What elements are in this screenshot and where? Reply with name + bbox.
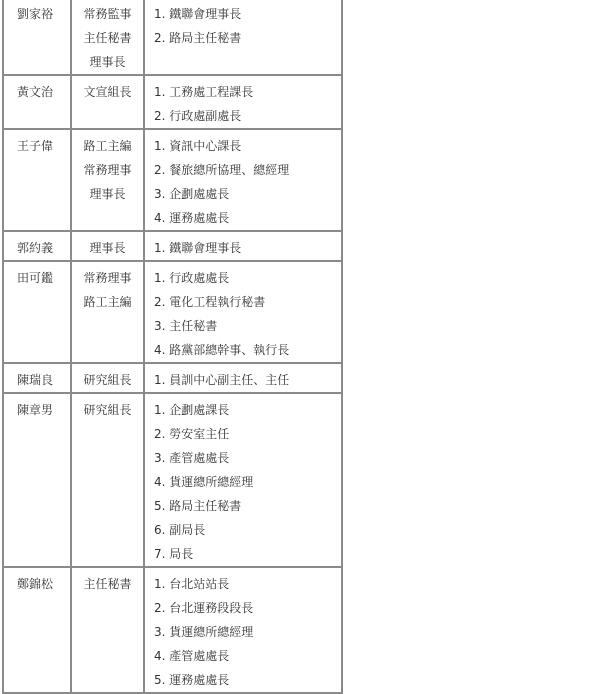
table-row <box>3 567 342 693</box>
person-name: 黃文治 <box>17 85 54 99</box>
post-entry: 1. 資訊中心課長 <box>154 139 242 153</box>
role-cell <box>71 393 144 567</box>
post-entry: 6. 副局長 <box>154 523 206 537</box>
post-entry: 2. 台北運務段段長 <box>154 601 254 615</box>
table-row <box>3 75 342 129</box>
person-name: 王子偉 <box>17 139 54 153</box>
posts-cell <box>144 75 342 129</box>
table-row <box>3 231 342 261</box>
post-entry: 1. 行政處處長 <box>154 271 230 285</box>
role-entry: 主任秘書 <box>83 31 132 45</box>
role-cell <box>71 231 144 261</box>
post-entry: 1. 企劃處課長 <box>154 403 230 417</box>
post-entry: 2. 勞安室主任 <box>154 427 230 441</box>
role-entry: 研究組長 <box>83 373 132 387</box>
role-cell <box>71 567 144 693</box>
post-entry: 5. 運務處處長 <box>154 673 230 687</box>
post-entry: 4. 產管處處長 <box>154 649 230 663</box>
name-cell <box>3 393 71 567</box>
role-cell <box>71 0 144 75</box>
post-entry: 4. 貨運總所總經理 <box>154 475 254 489</box>
post-entry: 2. 路局主任秘書 <box>154 31 242 45</box>
role-cell <box>71 129 144 231</box>
post-entry: 3. 企劃處處長 <box>154 187 230 201</box>
person-name: 劉家裕 <box>17 7 54 21</box>
name-cell <box>3 567 71 693</box>
person-name: 田可鑑 <box>17 271 54 285</box>
role-cell <box>71 363 144 393</box>
table-row <box>3 261 342 363</box>
posts-cell <box>144 363 342 393</box>
role-entry: 文宣組長 <box>83 85 132 99</box>
role-entry: 路工主編 <box>83 295 132 309</box>
post-entry: 5. 路局主任秘書 <box>154 499 242 513</box>
post-entry: 1. 鐵聯會理事長 <box>154 7 242 21</box>
post-entry: 4. 運務處處長 <box>154 211 230 225</box>
post-entry: 1. 台北站站長 <box>154 577 230 591</box>
role-cell <box>71 261 144 363</box>
officers-table-body <box>3 0 342 693</box>
name-cell <box>3 0 71 75</box>
role-entry: 研究組長 <box>83 403 132 417</box>
role-entry: 主任秘書 <box>83 577 132 591</box>
posts-cell <box>144 261 342 363</box>
posts-cell <box>144 393 342 567</box>
role-entry: 常務理事 <box>83 163 132 177</box>
officers-table <box>2 0 343 694</box>
post-entry: 1. 工務處工程課長 <box>154 85 254 99</box>
post-entry: 2. 行政處副處長 <box>154 109 242 123</box>
post-entry: 1. 鐵聯會理事長 <box>154 241 242 255</box>
post-entry: 4. 路黨部總幹事、執行長 <box>154 343 290 357</box>
posts-cell <box>144 231 342 261</box>
name-cell <box>3 261 71 363</box>
name-cell <box>3 231 71 261</box>
table-row <box>3 129 342 231</box>
post-entry: 3. 主任秘書 <box>154 319 218 333</box>
person-name: 陳瑞良 <box>17 373 54 387</box>
post-entry: 3. 貨運總所總經理 <box>154 625 254 639</box>
table-row <box>3 0 342 75</box>
posts-cell <box>144 129 342 231</box>
table-row <box>3 363 342 393</box>
role-entry: 常務理事 <box>83 271 132 285</box>
name-cell <box>3 129 71 231</box>
name-cell <box>3 75 71 129</box>
person-name: 陳章男 <box>17 403 54 417</box>
role-cell <box>71 75 144 129</box>
role-entry: 理事長 <box>89 187 126 201</box>
table-row <box>3 393 342 567</box>
name-cell <box>3 363 71 393</box>
post-entry: 1. 員訓中心副主任、主任 <box>154 373 290 387</box>
person-name: 鄭錦松 <box>17 577 54 591</box>
role-entry: 路工主編 <box>83 139 132 153</box>
posts-cell <box>144 567 342 693</box>
person-name: 郭約義 <box>17 241 54 255</box>
post-entry: 2. 餐旅總所協理、總經理 <box>154 163 290 177</box>
post-entry: 7. 局長 <box>154 547 194 561</box>
post-entry: 3. 產管處處長 <box>154 451 230 465</box>
post-entry: 2. 電化工程執行秘書 <box>154 295 266 309</box>
posts-cell <box>144 0 342 75</box>
role-entry: 理事長 <box>89 241 126 255</box>
role-entry: 常務監事 <box>83 7 132 21</box>
role-entry: 理事長 <box>89 55 126 69</box>
